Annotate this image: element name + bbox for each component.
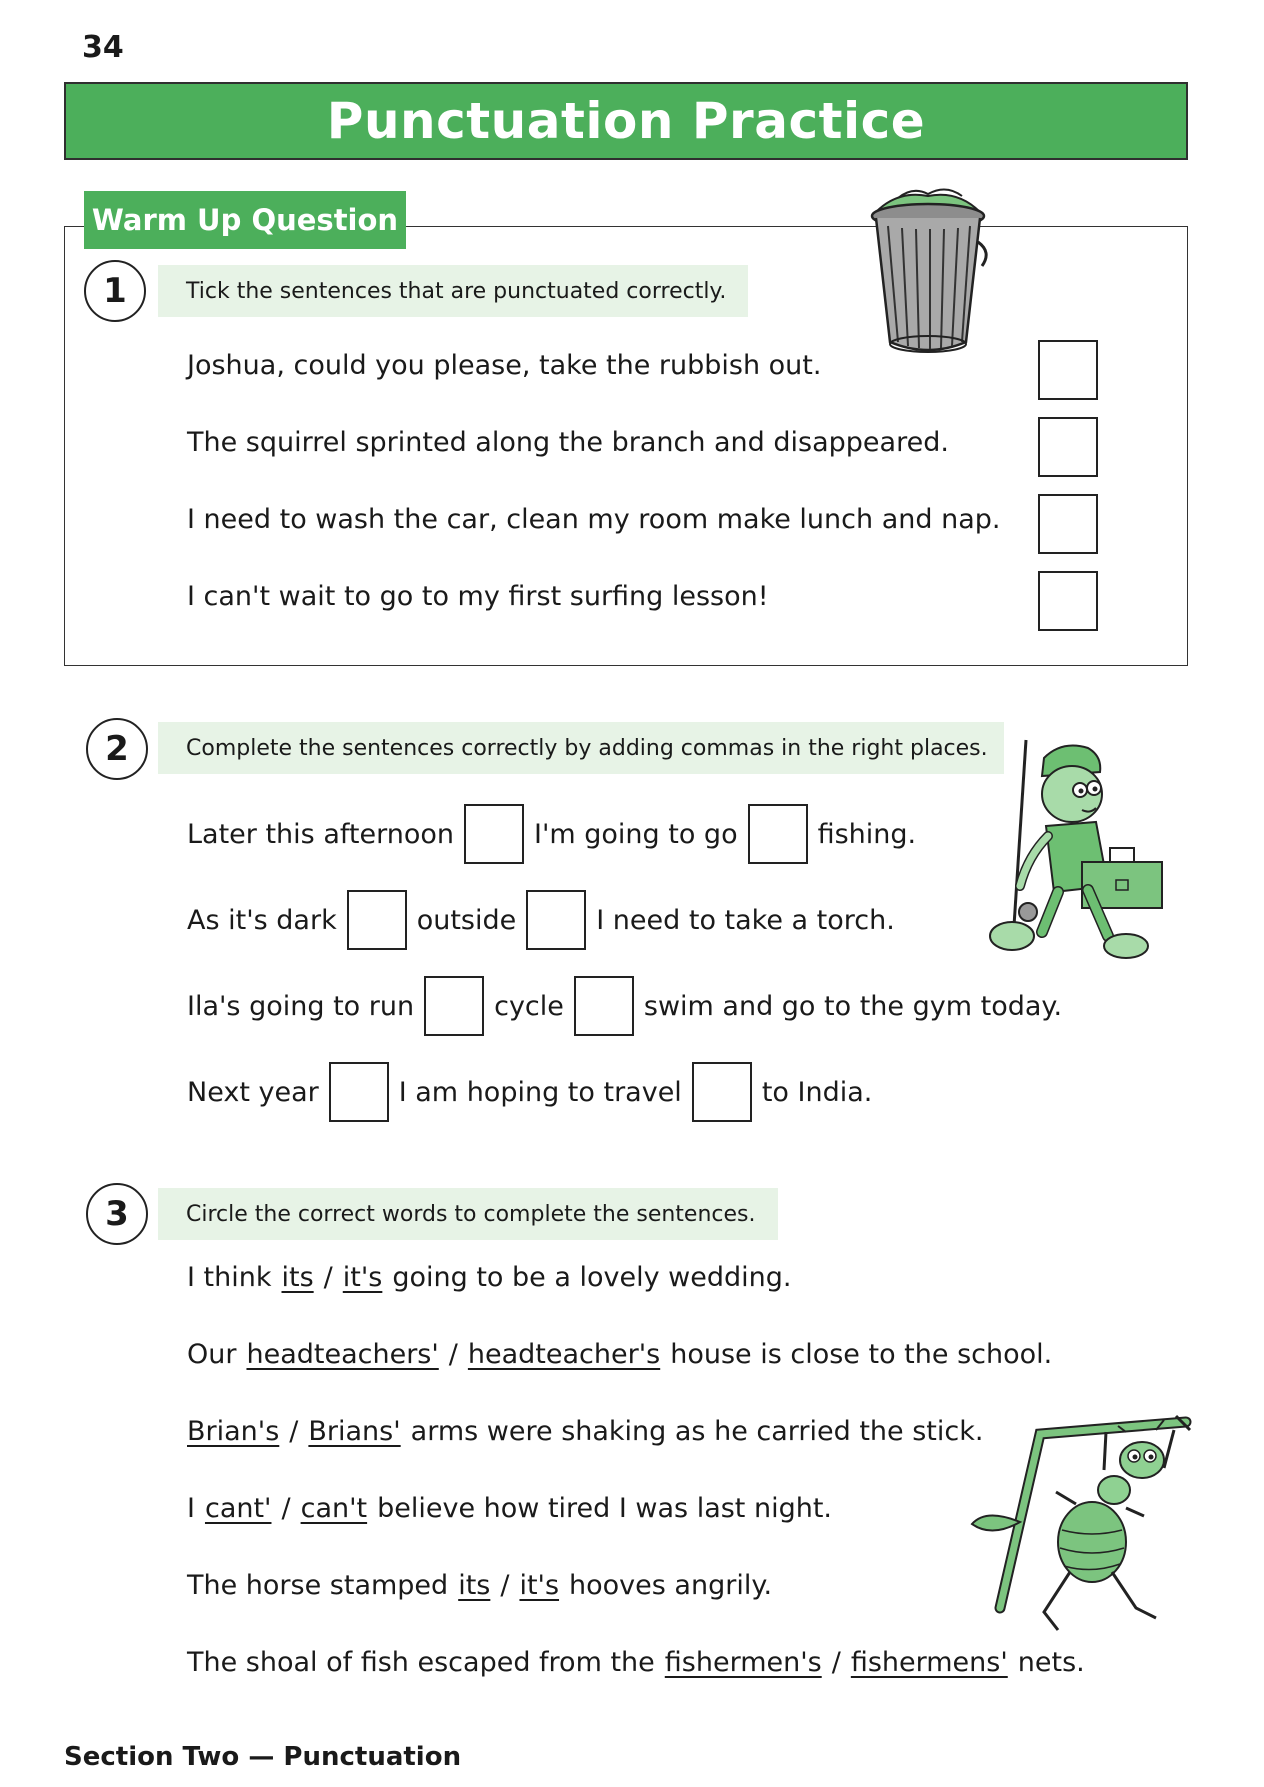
question-2-instruction: Complete the sentences correctly by adding commas in the right places. [158,722,1004,774]
comma-sentence-1 [187,804,916,864]
circle-sentence-5 [187,1570,772,1601]
sentence-start: The horse stamped [187,1570,449,1601]
sentence-start: I [187,1493,195,1524]
footer-section-label: Section Two — Punctuation [64,1742,462,1772]
warm-up-sentence-1: Joshua, could you please, take the rubbish out. [187,350,822,381]
circle-sentence-4 [187,1493,832,1524]
comma-box[interactable] [748,804,808,864]
comma-box[interactable] [464,804,524,864]
word-option-1[interactable]: fishermen's [664,1647,822,1678]
comma-sentence-4 [187,1062,872,1122]
comma-box[interactable] [347,890,407,950]
comma-box[interactable] [692,1062,752,1122]
warm-up-sentence-2: The squirrel sprinted along the branch and disappeared. [187,427,949,458]
circle-sentence-3 [187,1416,983,1447]
warm-up-tab: Warm Up Question [84,191,406,249]
circle-sentence-2 [187,1339,1052,1370]
comma-sentence-part: swim and go to the gym today. [643,990,1063,1022]
sentence-end: going to be a lovely wedding. [392,1262,792,1293]
word-option-2[interactable]: it's [519,1570,560,1601]
tick-box-3[interactable] [1038,494,1098,554]
word-option-2[interactable]: Brians' [308,1416,401,1447]
title-banner [64,82,1188,160]
word-option-2[interactable]: fishermens' [850,1647,1008,1678]
word-option-1[interactable]: its [458,1570,491,1601]
rubbish-bin-illustration [858,182,998,360]
comma-box[interactable] [526,890,586,950]
comma-sentence-part: to India. [761,1076,873,1108]
word-option-1[interactable]: headteachers' [246,1339,439,1370]
sentence-end: nets. [1017,1647,1085,1678]
comma-sentence-part: As it's dark [187,904,337,936]
comma-sentence-part: fishing. [817,818,917,850]
tick-box-2[interactable] [1038,417,1098,477]
word-option-2[interactable]: headteacher's [467,1339,661,1370]
question-number-1: 1 [84,260,146,322]
sentence-end: believe how tired I was last night. [377,1493,833,1524]
sentence-start: Our [187,1339,237,1370]
option-separator: / [323,1262,333,1293]
comma-box[interactable] [574,976,634,1036]
word-option-2[interactable]: it's [342,1262,383,1293]
question-number-2: 2 [86,718,148,780]
sentence-start: I think [187,1262,272,1293]
sentence-end: arms were shaking as he carried the stick. [410,1416,984,1447]
sentence-end: hooves angrily. [569,1570,773,1601]
question-1-instruction: Tick the sentences that are punctuated correctly. [158,265,748,317]
page-title: Punctuation Practice [326,92,926,150]
comma-sentence-part: outside [416,904,517,936]
sentence-end: house is close to the school. [670,1339,1053,1370]
option-separator: / [289,1416,299,1447]
option-separator: / [500,1570,510,1601]
comma-sentence-2 [187,890,895,950]
comma-sentence-part: Next year [187,1076,319,1108]
comma-sentence-part: I am hoping to travel [398,1076,682,1108]
comma-sentence-part: Later this afternoon [187,818,454,850]
comma-sentence-3 [187,976,1062,1036]
circle-sentence-1 [187,1262,791,1293]
circle-sentence-6 [187,1647,1085,1678]
option-separator: / [281,1493,291,1524]
word-option-1[interactable]: cant' [204,1493,272,1524]
word-option-1[interactable]: Brian's [187,1416,280,1447]
warm-up-sentence-3: I need to wash the car, clean my room make lunch and nap. [187,504,1001,535]
warm-up-sentence-4: I can't wait to go to my first surfing lesson! [187,581,769,612]
fisherman-boy-illustration [984,736,1174,972]
tick-box-4[interactable] [1038,571,1098,631]
ant-on-branch-illustration [966,1412,1194,1640]
option-separator: / [831,1647,841,1678]
tick-box-1[interactable] [1038,340,1098,400]
comma-sentence-part: Ila's going to run [187,990,415,1022]
comma-sentence-part: I need to take a torch. [596,904,895,936]
page-number: 34 [82,30,124,65]
comma-sentence-part: I'm going to go [533,818,738,850]
option-separator: / [448,1339,458,1370]
sentence-start: The shoal of fish escaped from the [187,1647,655,1678]
comma-box[interactable] [329,1062,389,1122]
comma-box[interactable] [424,976,484,1036]
word-option-2[interactable]: can't [300,1493,368,1524]
question-3-instruction: Circle the correct words to complete the sentences. [158,1188,778,1240]
word-option-1[interactable]: its [281,1262,314,1293]
question-number-3: 3 [86,1183,148,1245]
comma-sentence-part: cycle [494,990,564,1022]
